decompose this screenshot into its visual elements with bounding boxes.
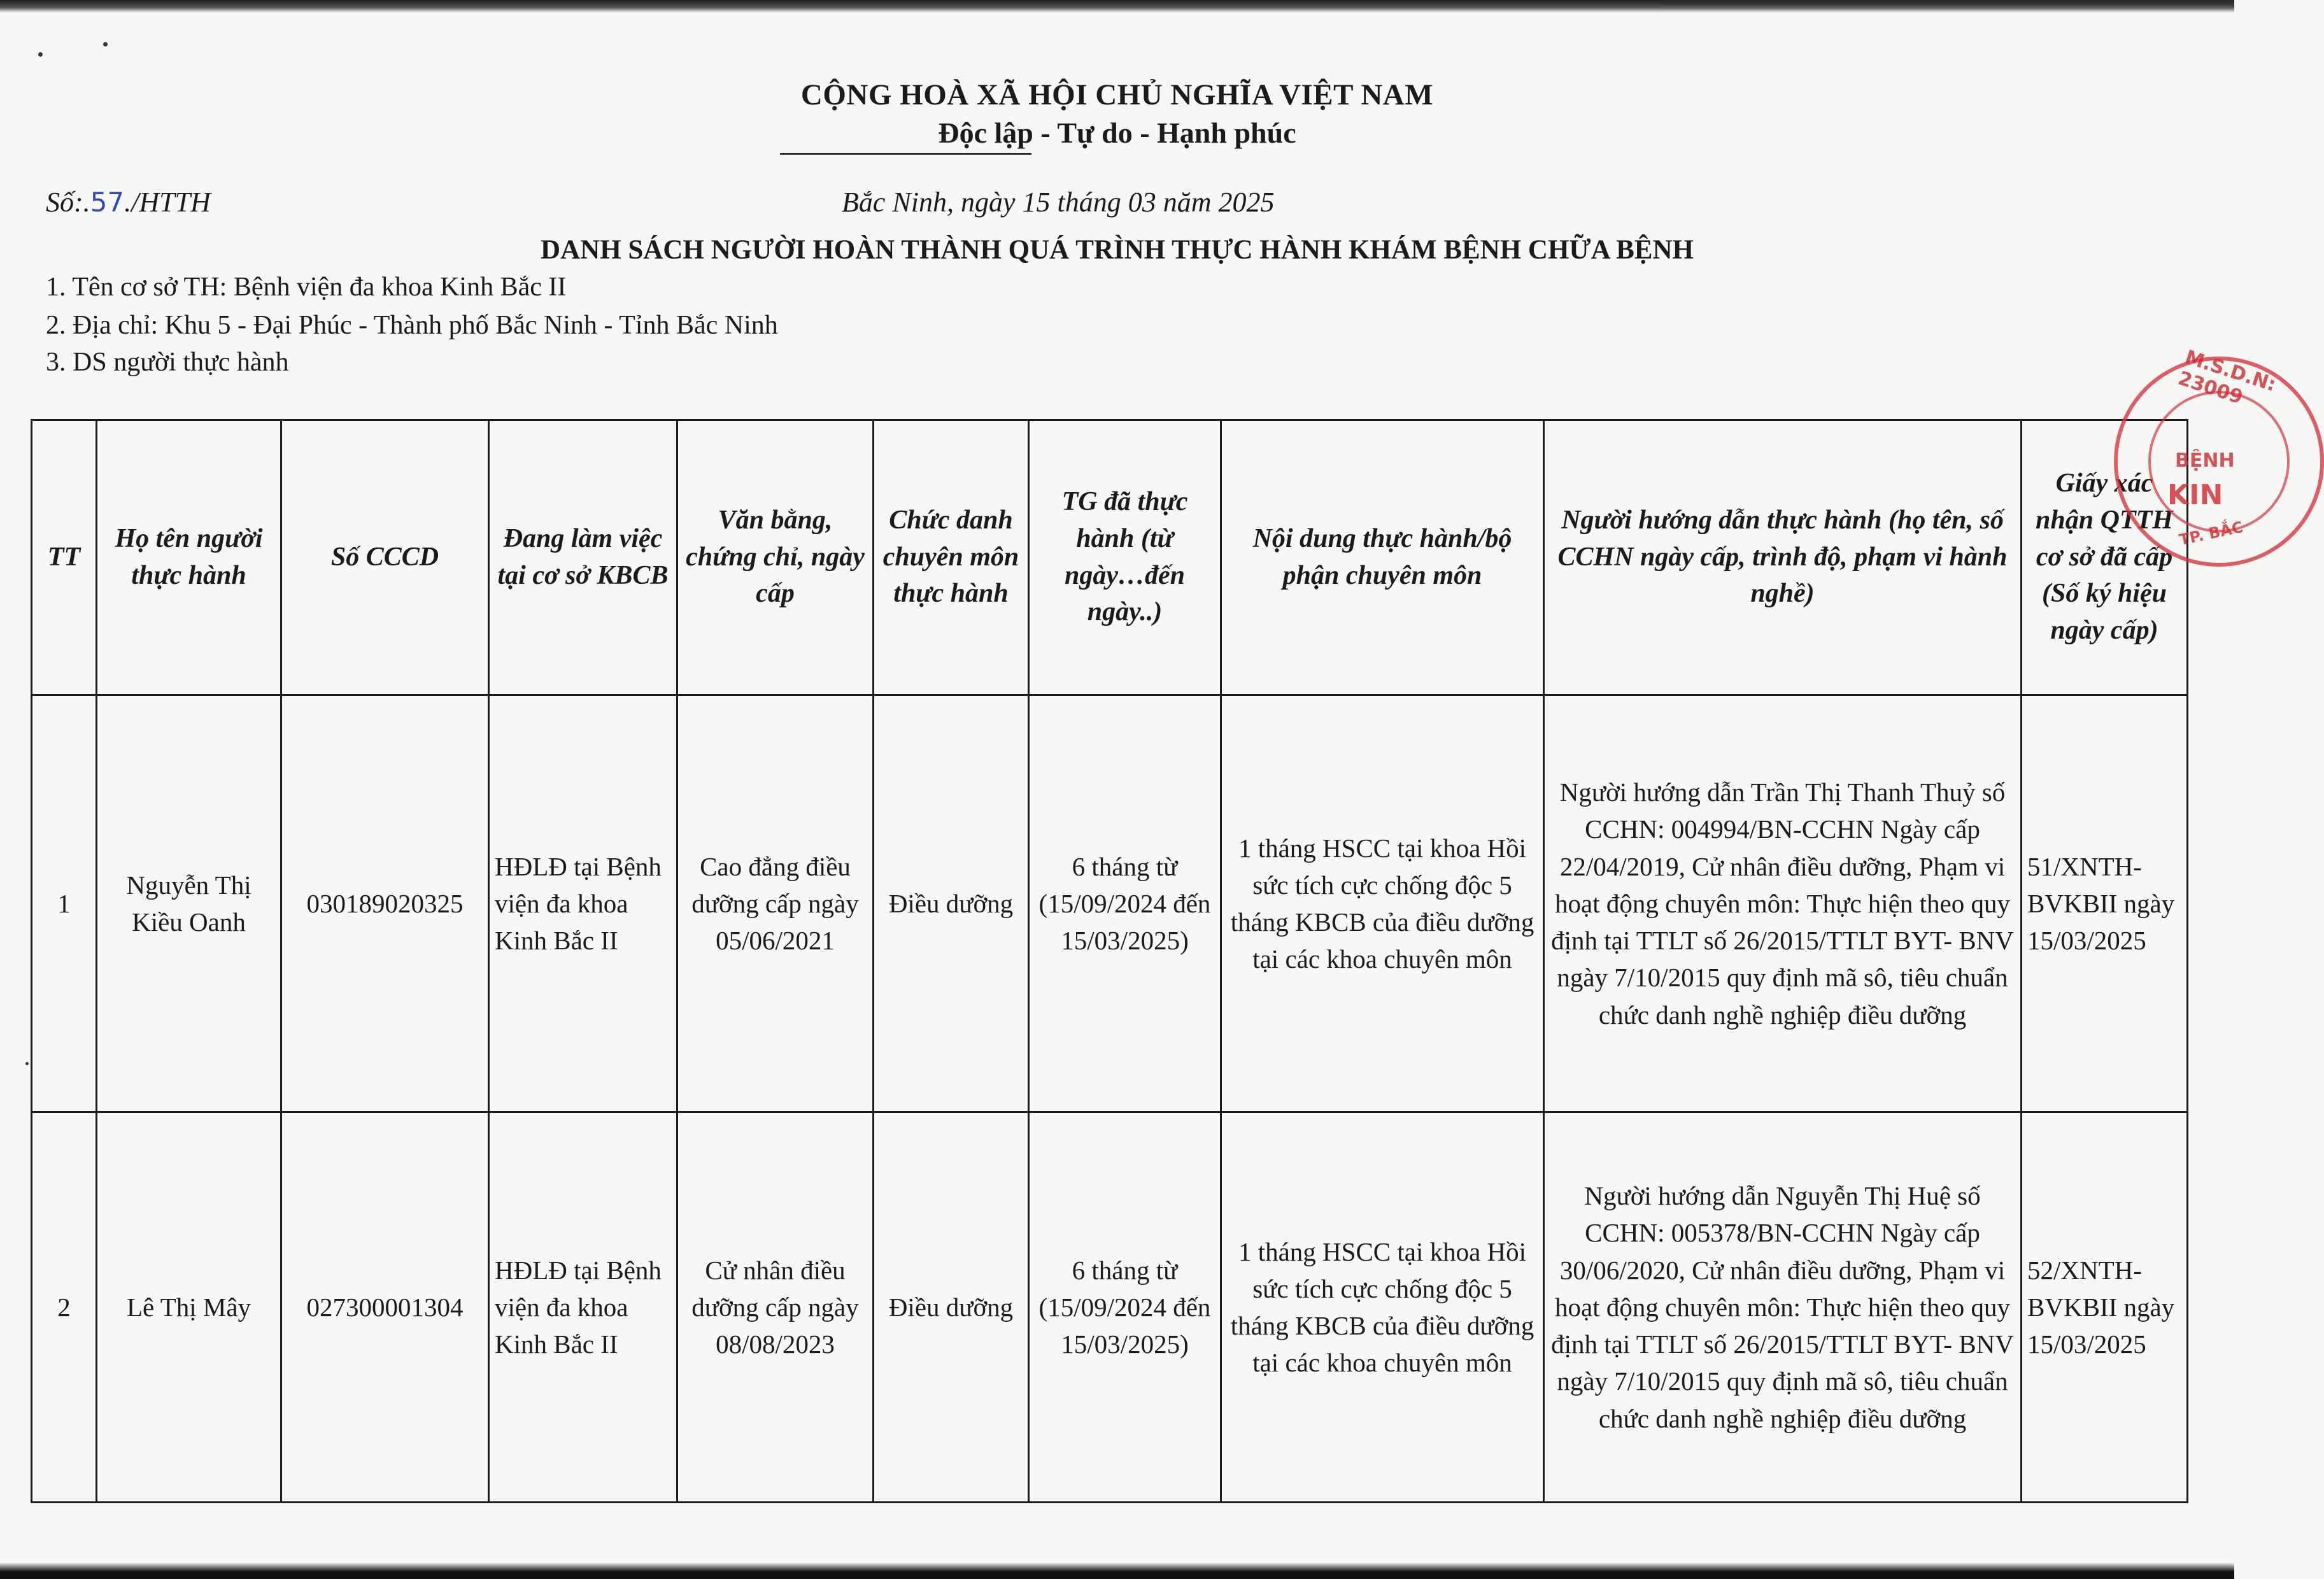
- cell-workplace: HĐLĐ tại Bệnh viện đa khoa Kinh Bắc II: [489, 695, 677, 1112]
- col-header-certificate: Giấy xác nhận QTTH cơ sở đã cấp (Số ký hiệu ngày cấp): [2022, 420, 2188, 695]
- info-list-label: 3. DS người thực hành: [46, 348, 289, 377]
- cell-supervisor: Người hướng dẫn Trần Thị Thanh Thuỷ số CCHN: 004994/BN-CCHN Ngày cấp 22/04/2019, Cử nhân điều dưỡng, Phạm vi hoạt động chuyên môn: Thực hiện theo quy định tại TTLT số 26/2015/TTLT BYT- BNV ngày 7/10/2015 quy định mã sô, tiêu chuẩn chức danh nghề nghiệp điều dưỡng: [1544, 695, 2022, 1112]
- seal-bottom-text: TP. BẮC: [2178, 518, 2245, 549]
- col-header-cccd: Số CCCD: [281, 420, 489, 695]
- document-number-prefix: Số:.: [46, 187, 90, 218]
- cell-name: Nguyễn Thị Kiều Oanh: [97, 695, 281, 1112]
- table-row: [32, 1112, 2188, 1503]
- document-number: [46, 186, 211, 218]
- seal-center-text-1: BỆNH: [2175, 450, 2235, 472]
- col-header-tt: TT: [32, 420, 97, 695]
- cell-content: 1 tháng HSCC tại khoa Hồi sức tích cực chống độc 5 tháng KBCB của điều dưỡng tại các khoa chuyên môn: [1221, 695, 1544, 1112]
- cell-title: Điều dưỡng: [874, 695, 1029, 1112]
- col-header-period: TG đã thực hành (từ ngày…đến ngày..): [1029, 420, 1221, 695]
- cell-tt: 1: [32, 695, 97, 1112]
- document-title: DANH SÁCH NGƯỜI HOÀN THÀNH QUÁ TRÌNH THỰC HÀNH KHÁM BỆNH CHỮA BỆNH: [541, 235, 1694, 265]
- cell-name: Lê Thị Mây: [97, 1112, 281, 1503]
- seal-center-text-2: KIN: [2167, 479, 2223, 511]
- motto-underline: [780, 153, 1031, 155]
- cell-certificate: 51/XNTH-BVKBII ngày 15/03/2025: [2022, 695, 2188, 1112]
- table-header-row: [32, 420, 2188, 695]
- cell-content: 1 tháng HSCC tại khoa Hồi sức tích cực chống độc 5 tháng KBCB của điều dưỡng tại các khoa chuyên môn: [1221, 1112, 1544, 1503]
- cell-degree: Cử nhân điều dưỡng cấp ngày 08/08/2023: [677, 1112, 874, 1503]
- scan-speck: [38, 52, 43, 57]
- cell-tt: 2: [32, 1112, 97, 1503]
- scan-edge-top-right: [1661, 0, 2234, 6]
- motto-heading: Độc lập - Tự do - Hạnh phúc: [938, 117, 1296, 149]
- cell-cccd: 030189020325: [281, 695, 489, 1112]
- cell-degree: Cao đẳng điều dưỡng cấp ngày 05/06/2021: [677, 695, 874, 1112]
- scan-speck: [103, 42, 108, 46]
- document-number-handwritten: 57: [90, 187, 125, 218]
- document-number-suffix: ./HTTH: [124, 187, 211, 218]
- seal-arc-text: M.S.D.N: 23009: [2175, 346, 2279, 409]
- col-header-content: Nội dung thực hành/bộ phận chuyên môn: [1221, 420, 1544, 695]
- cell-workplace: HĐLĐ tại Bệnh viện đa khoa Kinh Bắc II: [489, 1112, 677, 1503]
- place-and-date: Bắc Ninh, ngày 15 tháng 03 năm 2025: [842, 187, 1275, 218]
- cell-supervisor: Người hướng dẫn Nguyễn Thị Huệ số CCHN: 005378/BN-CCHN Ngày cấp 30/06/2020, Cử nhân điều dưỡng, Phạm vi hoạt động chuyên môn: Thực hiện theo quy định tại TTLT số 26/2015/TTLT BYT- BNV ngày 7/10/2015 quy định mã sô, tiêu chuẩn chức danh nghề nghiệp điều dưỡng: [1544, 1112, 2022, 1503]
- scan-speck: [25, 1062, 29, 1065]
- col-header-name: Họ tên người thực hành: [97, 420, 281, 695]
- cell-certificate: 52/XNTH-BVKBII ngày 15/03/2025: [2022, 1112, 2188, 1503]
- col-header-supervisor: Người hướng dẫn thực hành (họ tên, số CCHN ngày cấp, trình độ, phạm vi hành nghề): [1544, 420, 2022, 695]
- table-row: [32, 695, 2188, 1112]
- info-address: 2. Địa chỉ: Khu 5 - Đại Phúc - Thành phố Bắc Ninh - Tỉnh Bắc Ninh: [46, 311, 778, 340]
- info-facility: 1. Tên cơ sở TH: Bệnh viện đa khoa Kinh Bắc II: [46, 273, 567, 302]
- cell-period: 6 tháng từ (15/09/2024 đến 15/03/2025): [1029, 1112, 1221, 1503]
- practitioner-table: [31, 419, 2188, 1503]
- scan-edge-bottom: [0, 1562, 2234, 1579]
- col-header-title: Chức danh chuyên môn thực hành: [874, 420, 1029, 695]
- cell-period: 6 tháng từ (15/09/2024 đến 15/03/2025): [1029, 695, 1221, 1112]
- col-header-degree: Văn bằng, chứng chỉ, ngày cấp: [677, 420, 874, 695]
- nation-heading: CỘNG HOÀ XÃ HỘI CHỦ NGHĨA VIỆT NAM: [800, 78, 1434, 111]
- cell-title: Điều dưỡng: [874, 1112, 1029, 1503]
- col-header-workplace: Đang làm việc tại cơ sở KBCB: [489, 420, 677, 695]
- cell-cccd: 027300001304: [281, 1112, 489, 1503]
